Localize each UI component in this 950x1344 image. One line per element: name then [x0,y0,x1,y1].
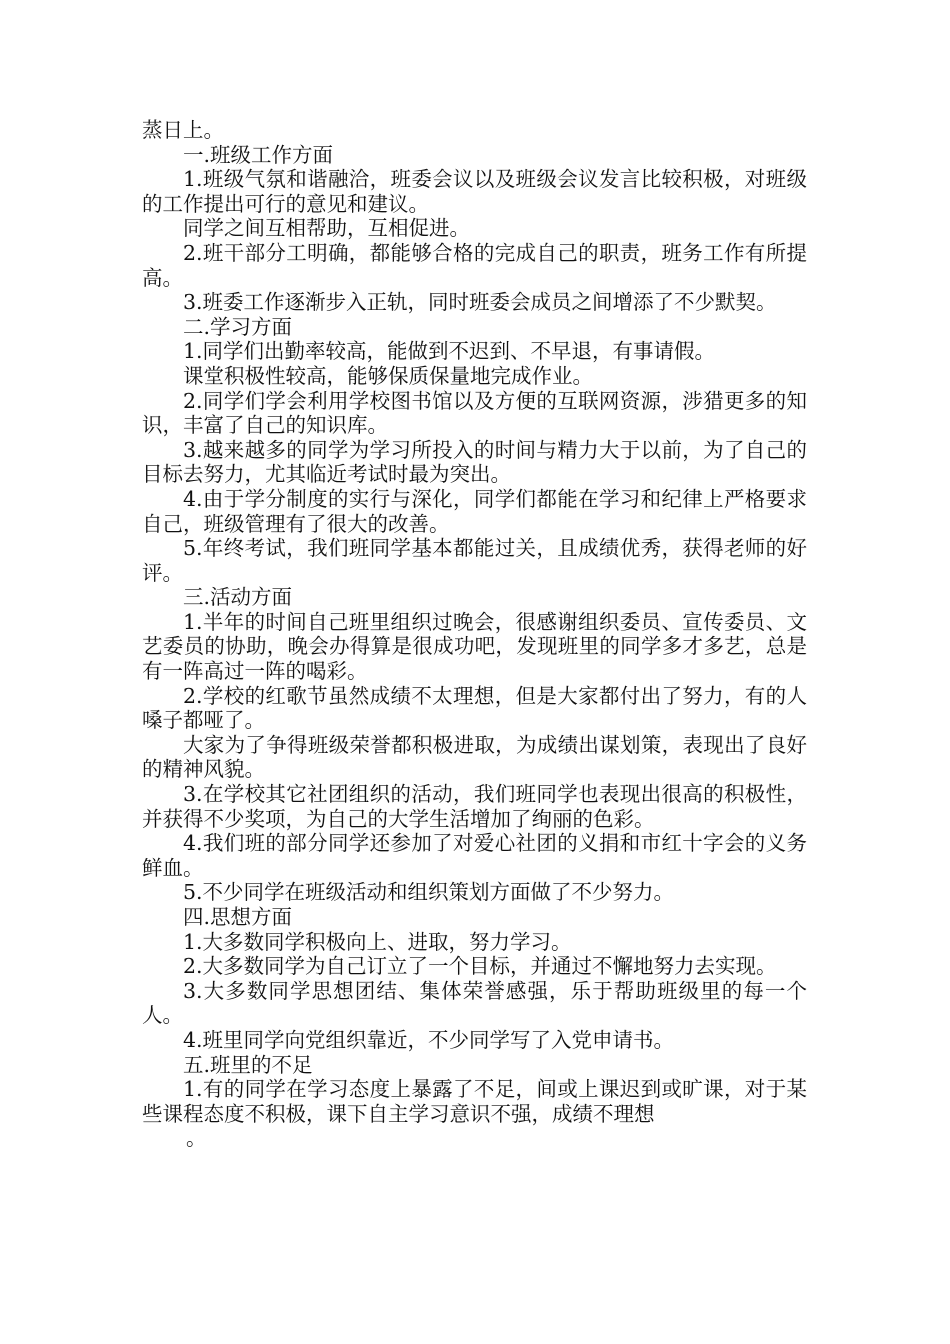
paragraph: 一.班级工作方面 [183,142,334,167]
paragraph: 蒸日上。 [142,118,224,142]
paragraph: 3.大多数同学思想团结、集体荣誉感强，乐于帮助班级里的每一个人。 [142,978,807,1028]
paragraph: 大家为了争得班级荣誉都积极进取，为成绩出谋划策，表现出了良好的精神风貌。 [142,732,807,782]
paragraph: 三.活动方面 [183,585,293,610]
paragraph: 3.在学校其它社团组织的活动，我们班同学也表现出很高的积极性，并获得不少奖项，为自己的大学生活增加了绚丽的色彩。 [142,782,807,831]
paragraph: 4.由于学分制度的实行与深化，同学们都能在学习和纪律上严格要求自己，班级管理有了很大的改善。 [142,486,807,536]
trailing-punctuation: 。 [186,1126,207,1151]
paragraph: 1.班级气氛和谐融洽，班委会议以及班级会议发言比较积极，对班级的工作提出可行的意见和建议。 [142,167,807,216]
paragraph: 1.同学们出勤率较高，能做到不迟到、不早退，有事请假。 [183,339,716,364]
paragraph: 5.不少同学在班级活动和组织策划方面做了不少努力。 [183,880,675,905]
paragraph: 2.学校的红歌节虽然成绩不太理想，但是大家都付出了努力，有的人嗓子都哑了。 [142,683,807,733]
paragraph: 二.学习方面 [183,314,293,339]
paragraph: 1.有的同学在学习态度上暴露了不足，间或上课迟到或旷课，对于某些课程态度不积极，课下自主学习意识不强，成绩不理想 [142,1077,807,1126]
paragraph: 课堂积极性较高，能够保质保量地完成作业。 [183,363,593,388]
paragraph: 2.班干部分工明确，都能够合格的完成自己的职责，班务工作有所提高。 [142,240,807,290]
document-body [142,118,807,1151]
paragraph: 4.我们班的部分同学还参加了对爱心社团的义捐和市红十字会的义务鲜血。 [142,831,807,880]
paragraph: 同学之间互相帮助，互相促进。 [183,216,470,241]
paragraph: 五.班里的不足 [183,1052,313,1077]
paragraph: 4.班里同学向党组织靠近，不少同学写了入党申请书。 [183,1027,675,1052]
paragraph: 5.年终考试，我们班同学基本都能过关，且成绩优秀，获得老师的好评。 [142,536,807,585]
paragraph: 1.大多数同学积极向上、进取，努力学习。 [183,929,572,954]
paragraph: 2.同学们学会利用学校图书馆以及方便的互联网资源，涉猎更多的知识，丰富了自己的知识库。 [142,388,807,438]
paragraph: 四.思想方面 [183,905,293,929]
paragraph: 3.越来越多的同学为学习所投入的时间与精力大于以前，为了自己的目标去努力，尤其临近考试时最为突出。 [142,437,807,487]
paragraph: 1.半年的时间自己班里组织过晚会，很感谢组织委员、宣传委员、文艺委员的协助，晚会办得算是很成功吧，发现班里的同学多才多艺，总是有一阵高过一阵的喝彩。 [142,609,807,684]
paragraph: 3.班委工作逐渐步入正轨，同时班委会成员之间增添了不少默契。 [183,290,777,315]
paragraph: 2.大多数同学为自己订立了一个目标，并通过不懈地努力去实现。 [183,954,777,979]
